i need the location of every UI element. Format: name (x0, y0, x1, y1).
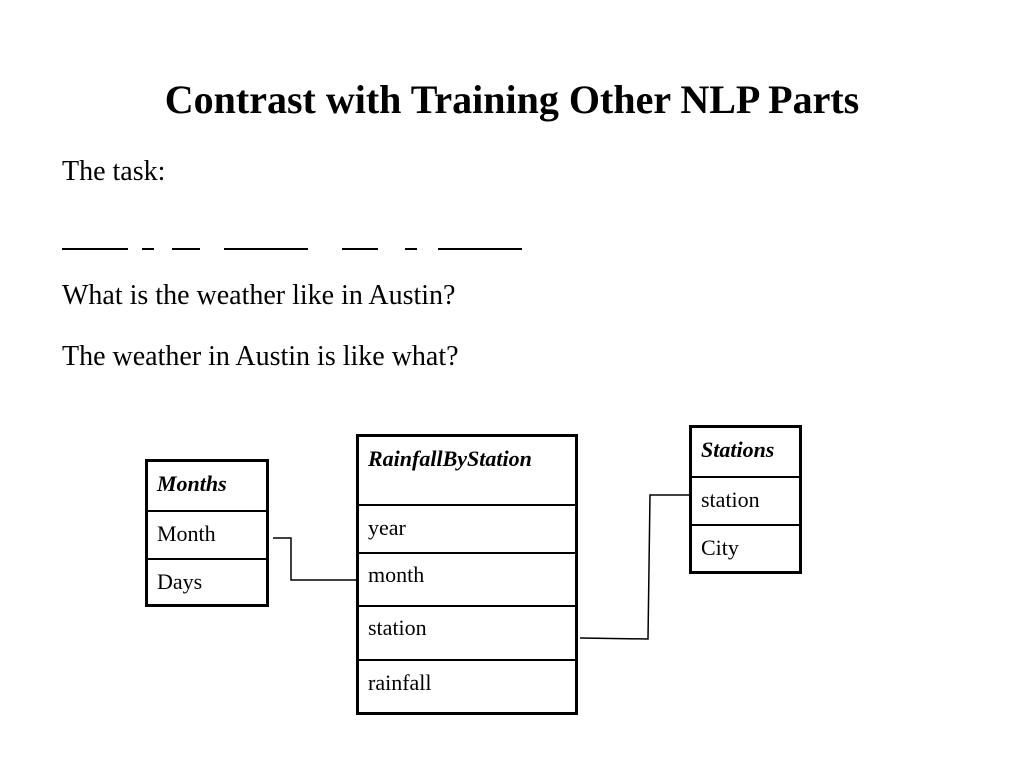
table-months-header: Months (157, 471, 227, 496)
table-rainfall-by-station (356, 434, 578, 715)
rainfall-field-month: month (359, 552, 575, 605)
blank-5 (342, 248, 378, 250)
question-1: What is the weather like in Austin? (62, 280, 456, 311)
blank-3 (172, 248, 200, 250)
slide-title: Contrast with Training Other NLP Parts (164, 77, 860, 122)
relation-rainfall-station-to-stations-station (580, 495, 689, 639)
blank-2 (142, 248, 154, 250)
blank-6 (405, 248, 417, 250)
rainfall-field-year: year (359, 504, 575, 552)
task-label: The task: (62, 156, 166, 187)
months-field-days: Days (148, 558, 266, 607)
table-rainfall-header: RainfallByStation (368, 446, 532, 471)
table-stations (689, 425, 802, 574)
rainfall-field-station: station (359, 605, 575, 659)
relation-months-month-to-rainfall-month (273, 538, 356, 580)
months-field-month: Month (148, 510, 266, 558)
stations-field-city: City (692, 524, 799, 574)
blank-1 (62, 248, 128, 250)
table-stations-header: Stations (701, 437, 775, 462)
question-2: The weather in Austin is like what? (62, 341, 459, 372)
stations-field-station: station (692, 476, 799, 524)
rainfall-field-rainfall: rainfall (359, 659, 575, 715)
word-blanks (62, 240, 582, 252)
blank-7 (438, 248, 522, 250)
table-months (145, 459, 269, 607)
blank-4 (224, 248, 308, 250)
